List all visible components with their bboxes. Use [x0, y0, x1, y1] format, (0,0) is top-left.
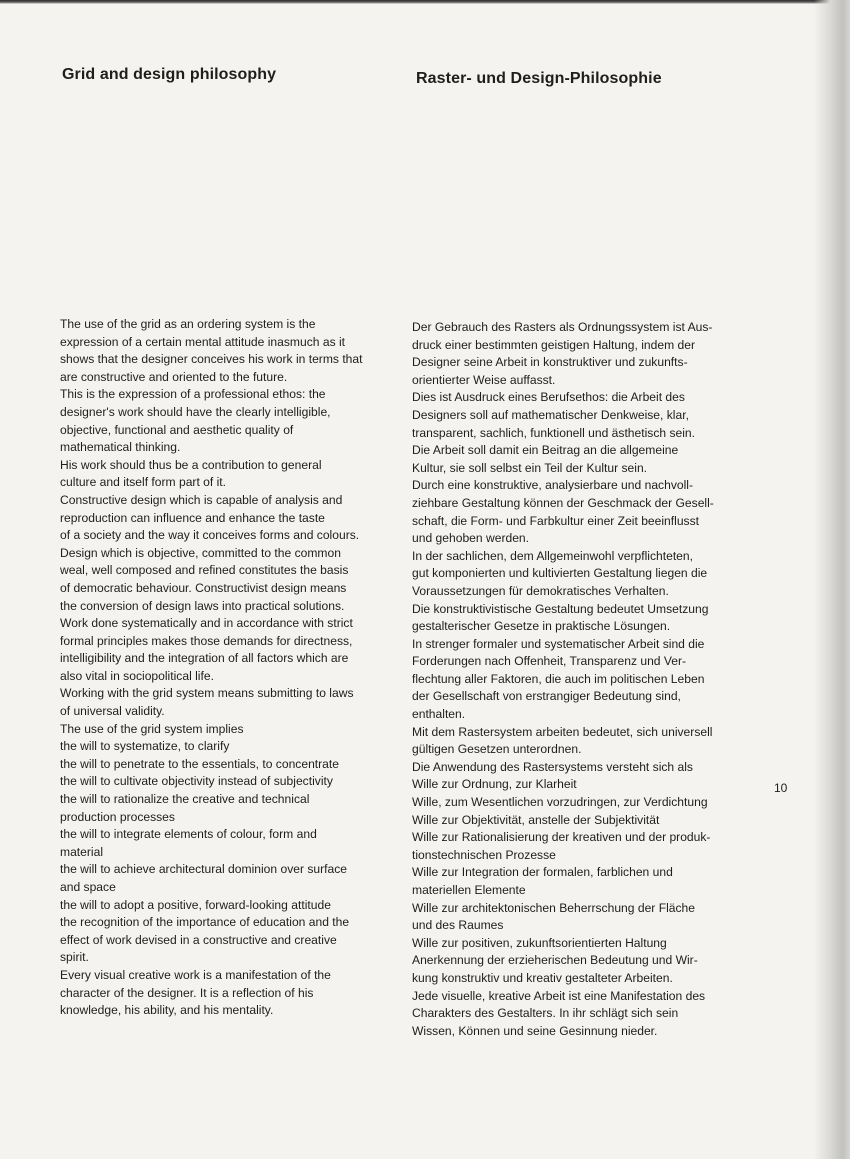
text-line: the recognition of the importance of education and the	[60, 915, 350, 930]
text-line: Anerkennung der erzieherischen Bedeutung und Wir-	[412, 953, 698, 968]
german-text-column	[412, 319, 757, 1040]
text-line: tionstechnischen Prozesse	[412, 847, 556, 862]
text-line: character of the designer. It is a reflection of his	[60, 985, 314, 1000]
text-line: ziehbare Gestaltung können der Geschmack der Gesell-	[412, 495, 714, 510]
text-line: Durch eine konstruktive, analysierbare und nachvoll-	[412, 478, 693, 493]
text-line: materiellen Elemente	[412, 883, 526, 897]
english-text-column	[60, 316, 405, 1020]
page-number: 10	[774, 781, 788, 795]
text-line: und des Raumes	[412, 918, 504, 933]
text-line: the will to penetrate to the essentials, to concentrate	[60, 756, 339, 771]
text-line: also vital in sociopolitical life.	[60, 668, 214, 683]
text-line: Wille zur Integration der formalen, farblichen und	[412, 865, 673, 880]
text-line: shows that the designer conceives his work in terms that	[60, 352, 363, 367]
text-line: Forderungen nach Offenheit, Transparenz und Ver-	[412, 654, 687, 669]
text-line: transparent, sachlich, funktionell und ästhetisch sein.	[412, 425, 696, 440]
text-line: flechtung aller Faktoren, die auch im politischen Leben	[412, 671, 705, 686]
text-line: material	[60, 844, 104, 859]
text-line: mathematical thinking.	[60, 440, 181, 455]
text-line: the will to adopt a positive, forward-looking attitude	[60, 897, 331, 912]
text-line: Constructive design which is capable of analysis and	[60, 492, 343, 507]
text-line: Wille zur positiven, zukunftsorientierten Haltung	[412, 935, 667, 950]
text-line: of universal validity.	[60, 704, 165, 719]
page-top-edge	[0, 0, 850, 4]
text-line: Wille zur architektonischen Beherrschung der Fläche	[412, 900, 695, 915]
text-line: the will to rationalize the creative and technical	[60, 792, 310, 807]
text-line: objective, functional and aesthetic quality of	[60, 422, 294, 437]
text-line: of democratic behaviour. Constructivist design means	[60, 580, 347, 595]
text-line: gestalterischer Gesetze in praktische Lösungen.	[412, 619, 671, 634]
text-line: Every visual creative work is a manifestation of the	[60, 967, 331, 982]
text-line: Kultur, sie soll selbst ein Teil der Kultur sein.	[412, 460, 648, 475]
text-line: In strenger formaler und systematischer Arbeit sind die	[412, 636, 705, 651]
text-line: knowledge, his ability, and his mentality.	[60, 1003, 274, 1018]
text-line: the will to systematize, to clarify	[60, 739, 230, 754]
text-line: The use of the grid system implies	[60, 721, 244, 736]
text-line: gut komponierten und kultivierten Gestaltung liegen die	[412, 566, 708, 581]
text-line: of a society and the way it conceives forms and colours.	[60, 528, 360, 543]
text-line: weal, well composed and refined constitutes the basis	[60, 563, 349, 578]
text-line: gültigen Gesetzen unterordnen.	[412, 742, 582, 757]
text-line: Working with the grid system means submitting to laws	[60, 686, 354, 701]
text-line: Mit dem Rastersystem arbeiten bedeutet, sich universell	[412, 724, 713, 739]
text-line: production processes	[60, 809, 175, 824]
text-line: Charakters des Gestalters. In ihr schlägt sich sein	[412, 1006, 679, 1021]
text-line: Dies ist Ausdruck eines Berufsethos: die Arbeit des	[412, 390, 685, 405]
page-gutter-shadow	[814, 0, 850, 1159]
text-line: Voraussetzungen für demokratisches Verhalten.	[412, 583, 669, 598]
text-line: formal principles makes those demands for directness,	[60, 633, 353, 648]
text-line: Wille, zum Wesentlichen vorzudringen, zur Verdichtung	[412, 795, 708, 810]
text-line: spirit.	[60, 950, 89, 965]
text-line: und gehoben werden.	[412, 531, 530, 546]
text-line: Wille zur Objektivität, anstelle der Subjektivität	[412, 812, 660, 827]
text-line: the will to achieve architectural dominion over surface	[60, 862, 348, 877]
text-line: designer's work should have the clearly intelligible,	[60, 404, 331, 419]
text-line: In der sachlichen, dem Allgemeinwohl verpflichteten,	[412, 548, 693, 563]
text-line: intelligibility and the integration of all factors which are	[60, 651, 349, 666]
text-line: der Gesellschaft von erstrangiger Bedeutung sind,	[412, 689, 681, 704]
text-line: Der Gebrauch des Rasters als Ordnungssystem ist Aus-	[412, 320, 713, 334]
text-line: His work should thus be a contribution to general	[60, 457, 322, 472]
text-line: Jede visuelle, kreative Arbeit ist eine Manifestation des	[412, 988, 706, 1003]
text-line: The use of the grid as an ordering system is the	[60, 317, 316, 331]
text-line: Wille zur Ordnung, zur Klarheit	[412, 777, 577, 792]
text-line: Designers soll auf mathematischer Denkweise, klar,	[412, 407, 689, 422]
text-line: expression of a certain mental attitude inasmuch as it	[60, 334, 346, 349]
text-line: effect of work devised in a constructive and creative	[60, 932, 337, 947]
text-line: Work done systematically and in accordance with strict	[60, 616, 353, 631]
text-line: the conversion of design laws into practical solutions.	[60, 598, 345, 613]
text-line: This is the expression of a professional ethos: the	[60, 387, 326, 402]
text-line: enthalten.	[412, 707, 466, 722]
text-line: and space	[60, 880, 116, 894]
text-line: reproduction can influence and enhance the taste	[60, 510, 325, 525]
text-line: Designer seine Arbeit in konstruktiver und zukunfts-	[412, 355, 688, 370]
heading-english: Grid and design philosophy	[62, 66, 277, 83]
text-line: the will to integrate elements of colour, form and	[60, 827, 317, 842]
text-line: Wissen, Können und seine Gesinnung nieder.	[412, 1023, 658, 1038]
text-line: Die Anwendung des Rastersystems versteht sich als	[412, 759, 693, 774]
text-line: are constructive and oriented to the future.	[60, 369, 288, 384]
text-line: schaft, die Form- und Farbkultur einer Zeit beeinflusst	[412, 513, 700, 528]
text-line: Design which is objective, committed to the common	[60, 545, 341, 560]
text-line: Die Arbeit soll damit ein Beitrag an die allgemeine	[412, 443, 679, 458]
text-line: kung konstruktiv und kreativ gestalteter Arbeiten.	[412, 970, 673, 985]
text-line: culture and itself form part of it.	[60, 475, 227, 490]
text-line: the will to cultivate objectivity instead of subjectivity	[60, 774, 333, 789]
heading-german: Raster- und Design-Philosophie	[416, 70, 662, 87]
text-line: Die konstruktivistische Gestaltung bedeutet Umsetzung	[412, 601, 709, 616]
text-line: orientierter Weise auffasst.	[412, 372, 556, 387]
text-line: druck einer bestimmten geistigen Haltung, indem der	[412, 337, 696, 352]
text-line: Wille zur Rationalisierung der kreativen und der produk-	[412, 830, 711, 845]
